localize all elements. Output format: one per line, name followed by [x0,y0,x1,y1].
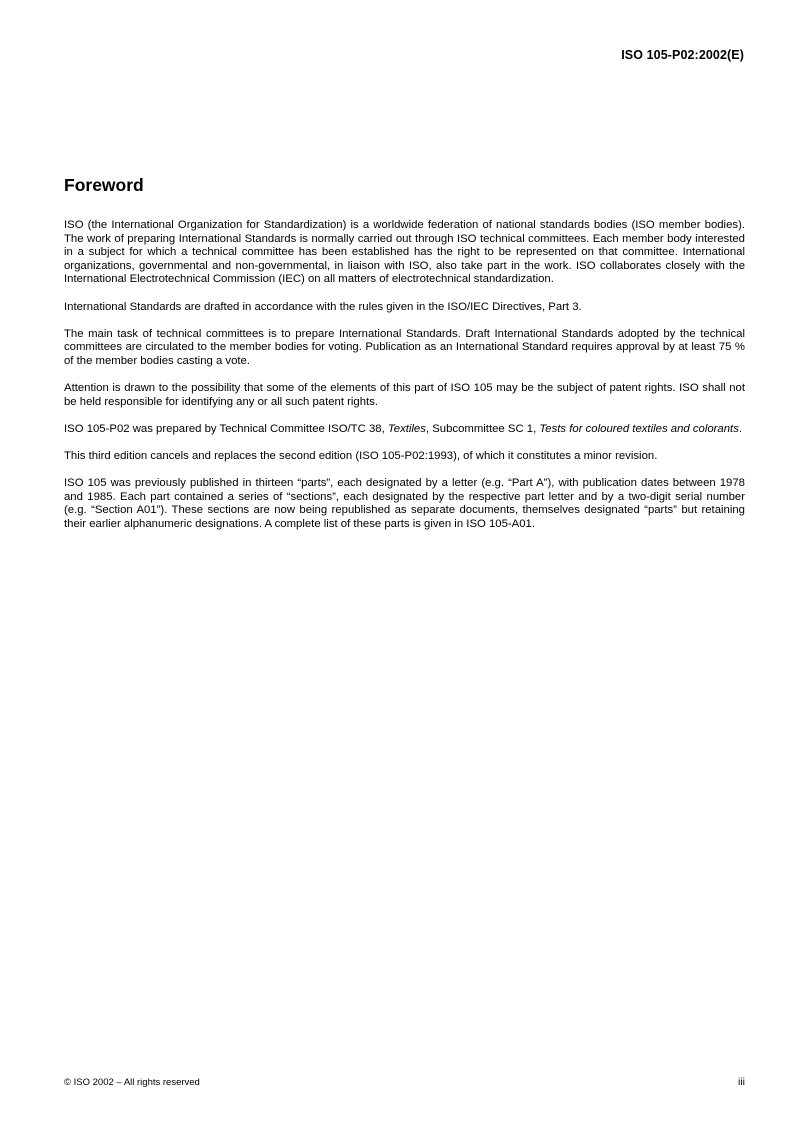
subcommittee-name: Tests for coloured textiles and colorants [539,422,739,435]
prepared-by-middle: , Subcommittee SC 1, [425,422,540,435]
paragraph-iso-federation: ISO (the International Organization for Standardization) is a worldwide federation of national standards bodies (ISO member bodies). The work of preparing International Standards is normally carried out through ISO technical committees. Each member body interested in a subject for which a technical committee has been established has the right to be represented on that committee. International organizations, governmental and non-governmental, in liaison with ISO, also take part in the work. ISO collaborates closely with the International Electrotechnical Commission (IEC) on all matters of electrotechnical standardization. [64,219,745,286]
prepared-by-suffix: . [738,422,743,435]
copyright-notice: © ISO 2002 – All rights reserved [64,1077,200,1088]
paragraph-parts-history: ISO 105 was previously published in thirteen “parts”, each designated by a letter (e.g. “Part A”), with publication dates between 1978 and 1985. Each part contained a series of “sections”, each designated by the respective part letter and by a two-digit serial number (e.g. “Section A01”). These sections are now being republished as separate documents, themselves designated “parts” but retaining their earlier alphanumeric designations. A complete list of these parts is given in ISO 105-A01. [64,477,745,531]
prepared-by-prefix: ISO 105-P02 was prepared by Technical Committee ISO/TC 38, [64,422,388,435]
committee-name: Textiles [387,422,426,435]
paragraph-directives: International Standards are drafted in accordance with the rules given in the ISO/IEC Directives, Part 3. [64,300,582,313]
page-number: iii [738,1076,745,1088]
paragraph-technical-committees: The main task of technical committees is to prepare International Standards. Draft International Standards adopted by the technical committees are circulated to the member bodies for voting. Publication as an International Standard requires approval by at least 75 % of the member bodies casting a vote. [64,327,745,367]
section-title: Foreword [64,175,144,195]
paragraph-patent-rights: Attention is drawn to the possibility that some of the elements of this part of ISO 105 may be the subject of patent rights. ISO shall not be held responsible for identifying any or all such patent rights. [64,382,745,408]
document-reference: ISO 105-P02:2002(E) [621,48,744,62]
foreword-body [64,219,745,545]
paragraph-edition: This third edition cancels and replaces the second edition (ISO 105-P02:1993), of which it constitutes a minor revision. [64,450,658,463]
paragraph-prepared-by [64,423,745,437]
